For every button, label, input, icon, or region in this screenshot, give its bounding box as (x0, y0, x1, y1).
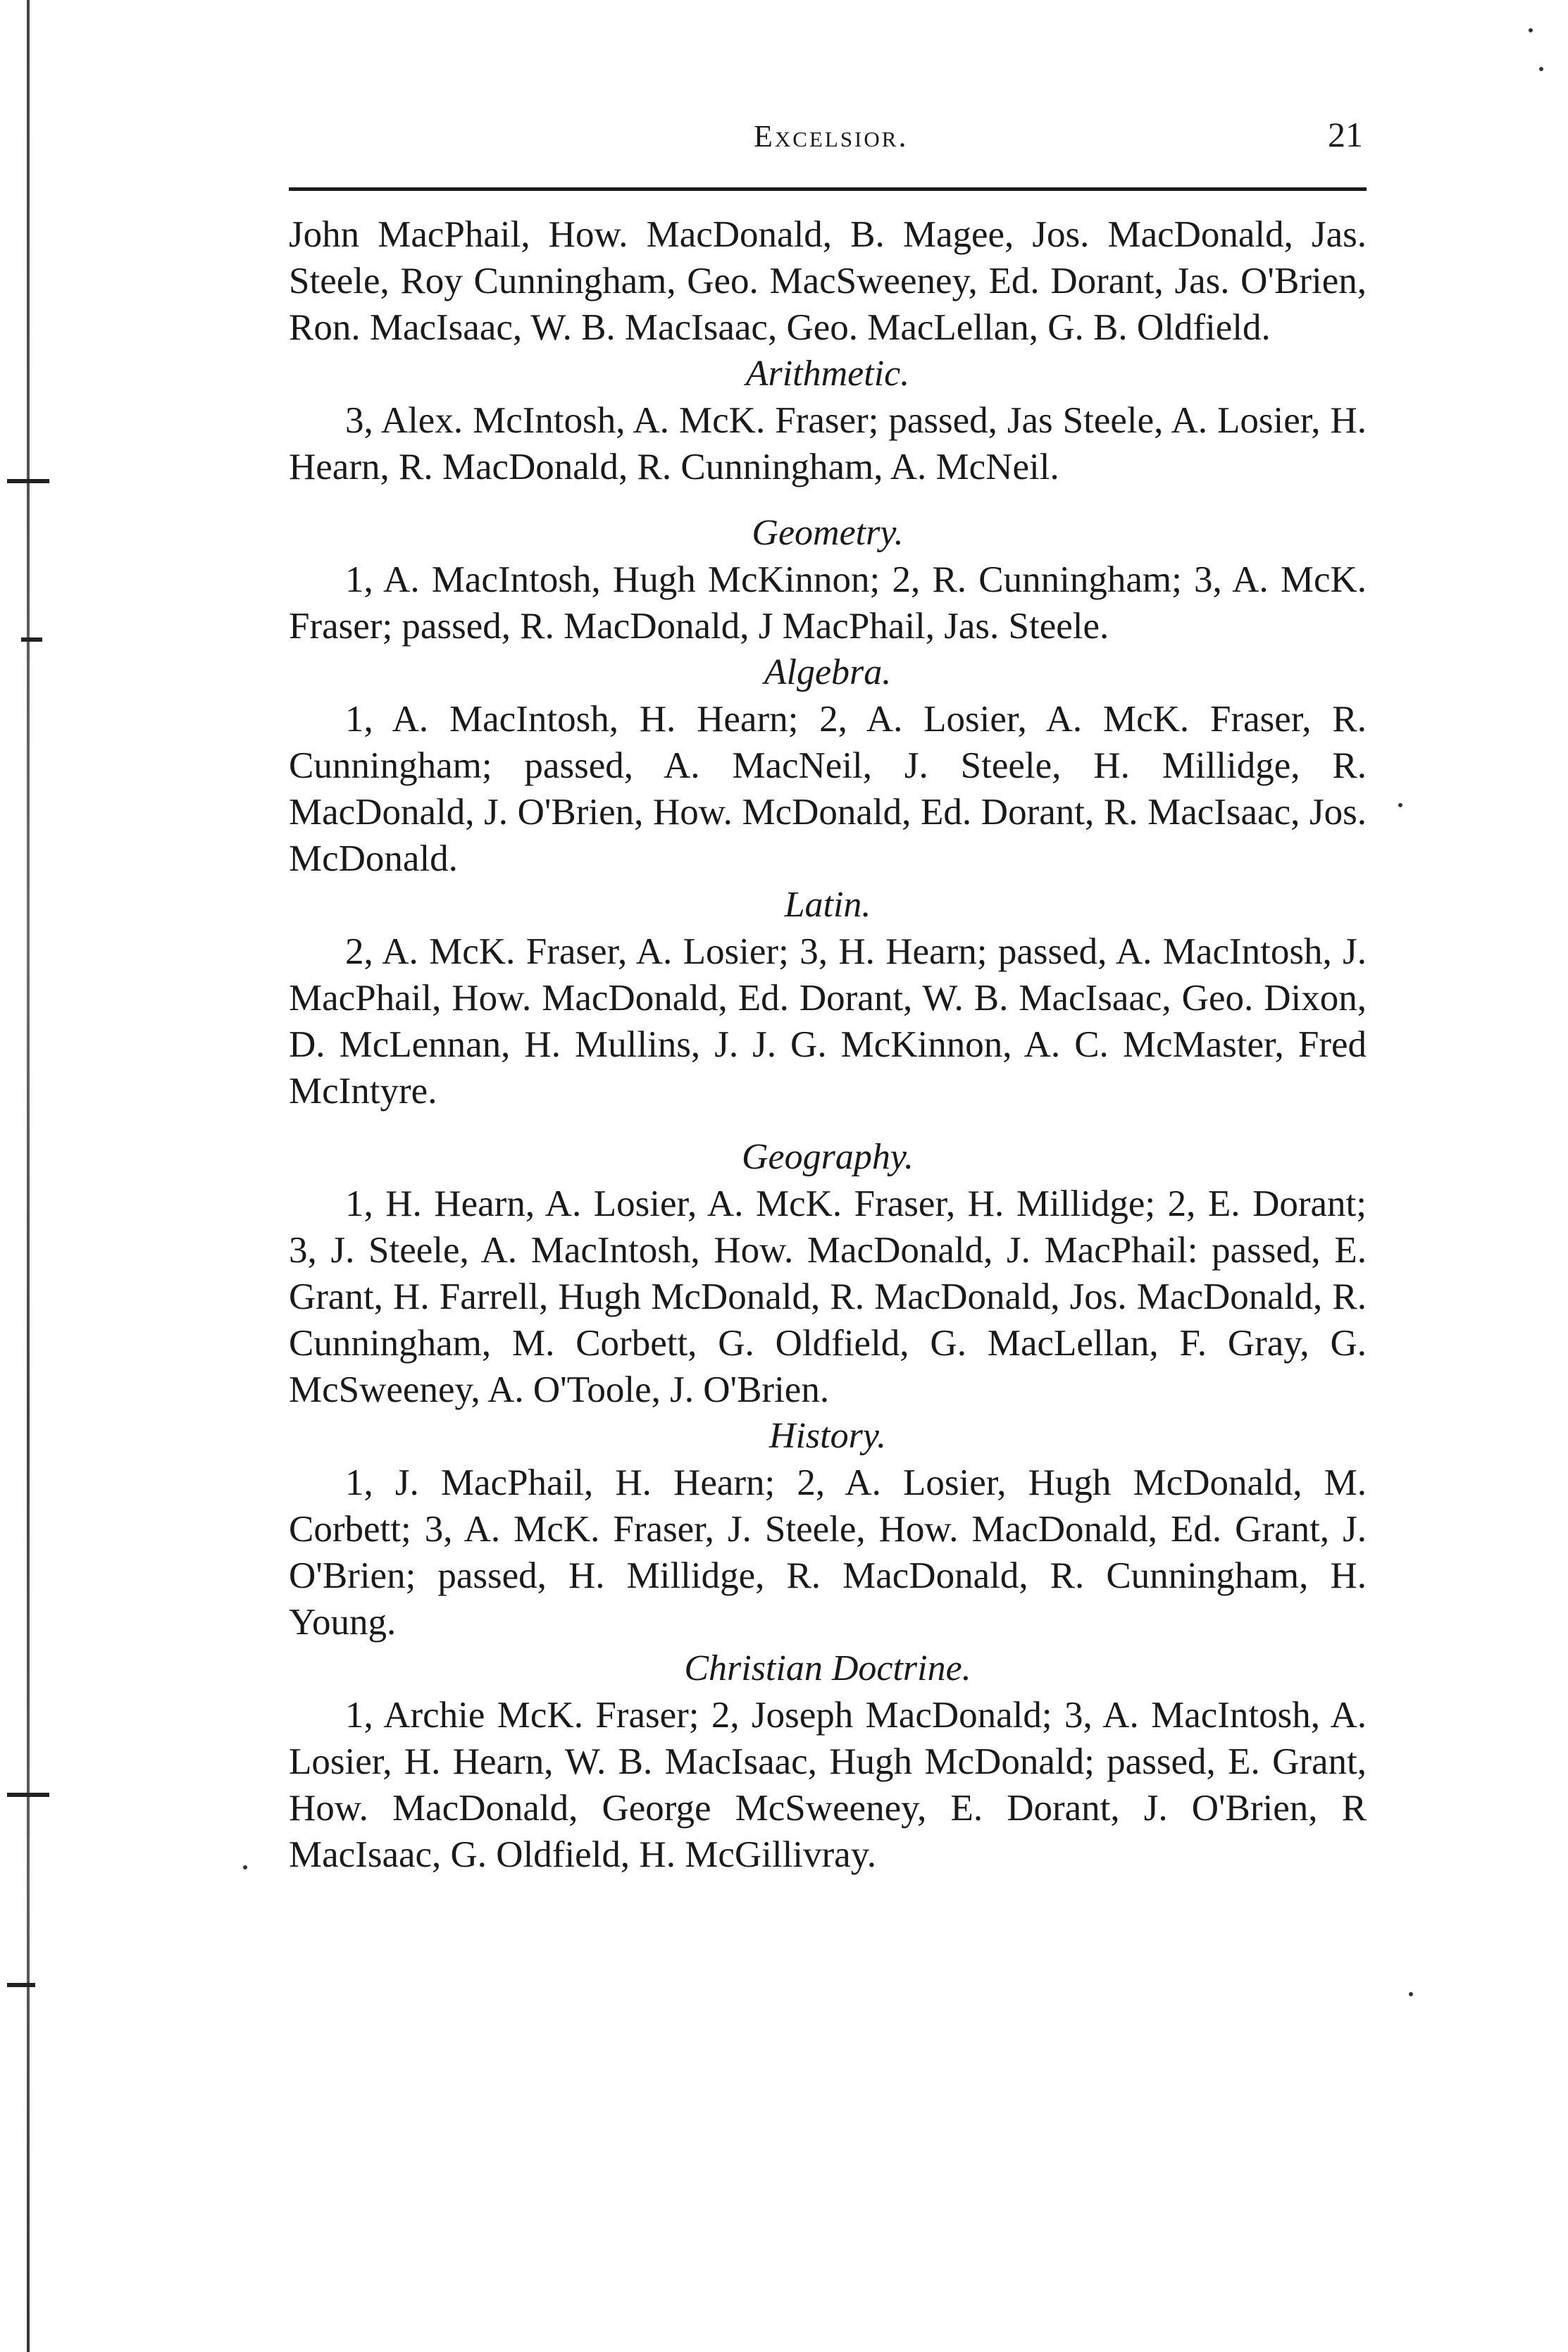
section-text-algebra: 1, A. MacIntosh, H. Hearn; 2, A. Losier, A. McK. Fraser, R. Cunningham; passed, A. MacNeil, J. Steele, H. Millidge, R. MacDonald, J. O'Brien, How. McDonald, Ed. Dorant, R. MacIsaac, Jos. McDonald. (289, 699, 1367, 879)
section-heading-christian-doctrine: Christian Doctrine. (684, 1648, 971, 1688)
scan-speck (1539, 67, 1543, 71)
section-heading-history: History. (769, 1416, 887, 1456)
continuation-paragraph: John MacPhail, How. MacDonald, B. Magee, Jos. MacDonald, Jas. Steele, Roy Cunningham, Geo. MacSweeney, Ed. Dorant, Jas. O'Brien, Ron. MacIsaac, W. B. MacIsaac, Geo. MacLellan, G. B. Oldfield. (289, 214, 1367, 348)
scan-speck (1398, 803, 1402, 807)
page-body (289, 211, 1367, 1878)
section-heading-geometry: Geometry. (752, 513, 904, 553)
section-text-geography: 1, H. Hearn, A. Losier, A. McK. Fraser, H. Millidge; 2, E. Dorant; 3, J. Steele, A. MacIntosh, How. MacDonald, J. MacPhail: passed, E. Grant, H. Farrell, Hugh McDonald, R. MacDonald, Jos. MacDonald, R. Cunningham, M. Corbett, G. Oldfield, G. MacLellan, F. Gray, G. McSweeney, A. O'Toole, J. O'Brien. (289, 1183, 1367, 1410)
section-text-arithmetic: 3, Alex. McIntosh, A. McK. Fraser; passed, Jas Steele, A. Losier, H. Hearn, R. MacDonald, R. Cunningham, A. McNeil. (289, 400, 1367, 487)
binding-edge (27, 0, 30, 2352)
binding-mark (7, 1983, 35, 1987)
section-text-geometry: 1, A. MacIntosh, Hugh McKinnon; 2, R. Cunningham; 3, A. McK. Fraser; passed, R. MacDonald, J MacPhail, Jas. Steele. (289, 559, 1367, 647)
scan-speck (1529, 28, 1533, 32)
section-heading-geography: Geography. (741, 1137, 914, 1177)
scan-speck (243, 1865, 247, 1869)
section-heading-algebra: Algebra. (764, 652, 892, 692)
header-rule (289, 187, 1367, 191)
section-text-christian-doctrine: 1, Archie McK. Fraser; 2, Joseph MacDonald; 3, A. MacIntosh, A. Losier, H. Hearn, W. B. MacIsaac, Hugh McDonald; passed, E. Grant, How. MacDonald, George McSweeney, E. Dorant, J. O'Brien, R MacIsaac, G. Oldfield, H. McGillivray. (289, 1695, 1367, 1875)
section-text-latin: 2, A. McK. Fraser, A. Losier; 3, H. Hearn; passed, A. MacIntosh, J. MacPhail, How. MacDonald, Ed. Dorant, W. B. MacIsaac, Geo. Dixon, D. McLennan, H. Mullins, J. J. G. McKinnon, A. C. McMaster, Fred McIntyre. (289, 931, 1367, 1112)
scan-speck (1409, 1992, 1413, 1996)
binding-mark (21, 637, 42, 642)
section-heading-latin: Latin. (784, 885, 871, 925)
running-head: Excelsior. (754, 119, 909, 154)
page-number: 21 (1328, 115, 1363, 154)
binding-mark (7, 479, 49, 483)
binding-mark (7, 1793, 49, 1797)
section-heading-arithmetic: Arithmetic. (745, 354, 910, 394)
section-text-history: 1, J. MacPhail, H. Hearn; 2, A. Losier, Hugh McDonald, M. Corbett; 3, A. McK. Fraser, J. Steele, How. MacDonald, Ed. Grant, J. O'Brien; passed, H. Millidge, R. MacDonald, R. Cunningham, H. Young. (289, 1462, 1367, 1643)
